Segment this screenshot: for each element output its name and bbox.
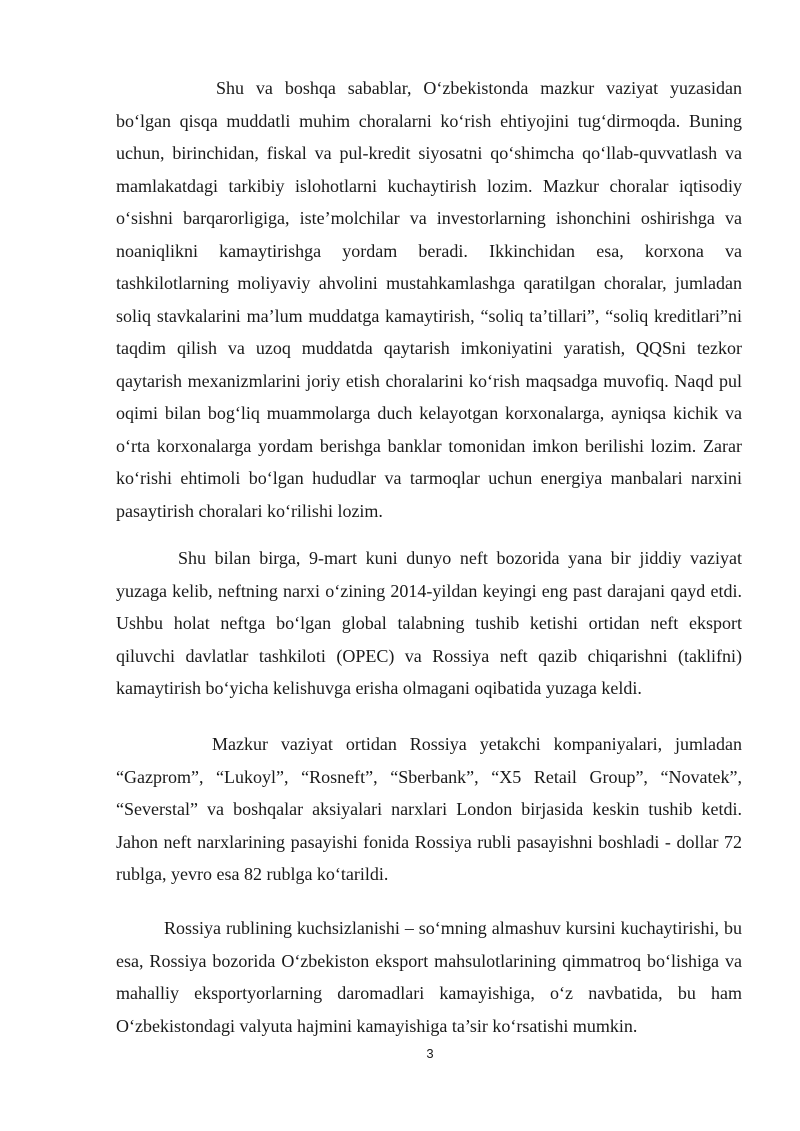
body-paragraph: Rossiya rublining kuchsizlanishi – so‘mning almashuv kursini kuchaytirishi, bu esa, Rossiya bozorida O‘zbekiston eksport mahsulotlarining qimmatroq bo‘lishiga va mahalliy eksportyorlarning daromadlari kamayishiga, o‘z navbatida, bu ham O‘zbekistondagi valyuta hajmini kamayishiga ta’sir ko‘rsatishi mumkin.: [116, 918, 742, 1036]
body-paragraph: Shu va boshqa sabablar, O‘zbekistonda mazkur vaziyat yuzasidan bo‘lgan qisqa muddatli muhim choralarni ko‘rish ehtiyojini tug‘dirmoqda. Buning uchun, birinchidan, fiskal va pul-kredit siyosatni qo‘shimcha qo‘llab-quvvatlash va mamlakatdagi tarkibiy islohotlarni kuchaytirish lozim. Mazkur choralar iqtisodiy o‘sishni barqarorligiga, iste’molchilar va investorlarning ishonchini oshirishga va noaniqlikni kamaytirishga yordam beradi. Ikkinchidan esa, korxona va tashkilotlarning moliyaviy ahvolini mustahkamlashga qaratilgan choralar, jumladan soliq stavkalarini ma’lum muddatga kamaytirish, “soliq ta’tillari”, “soliq kreditlari”ni taqdim qilish va uzoq muddatda qaytarish imkoniyatini yaratish, QQSni tezkor qaytarish mexanizmlarini joriy etish choralarini ko‘rish maqsadga muvofiq. Naqd pul oqimi bilan bog‘liq muammolarga duch kelayotgan korxonalarga, ayniqsa kichik va o‘rta korxonalarga yordam berishga banklar tomonidan imkon berilishi lozim. Zarar ko‘rishi ehtimoli bo‘lgan hududlar va tarmoqlar uchun energiya manbalari narxini pasaytirish choralari ko‘rilishi lozim.: [116, 78, 742, 521]
body-paragraph: Shu bilan birga, 9-mart kuni dunyo neft bozorida yana bir jiddiy vaziyat yuzaga kelib, neftning narxi o‘zining 2014-yildan keyingi eng past darajani qayd etdi. Ushbu holat neftga bo‘lgan global talabning tushib ketishi ortidan neft eksport qiluvchi davlatlar tashkiloti (OPEC) va Rossiya neft qazib chiqarishni (taklifni) kamaytirish bo‘yicha kelishuvga erisha olmagani oqibatida yuzaga keldi.: [116, 548, 742, 698]
body-paragraph: Mazkur vaziyat ortidan Rossiya yetakchi kompaniyalari, jumladan “Gazprom”, “Lukoyl”, “Rosneft”, “Sberbank”, “X5 Retail Group”, “Novatek”, “Severstal” va boshqalar aksiyalari narxlari London birjasida keskin tushib ketdi. Jahon neft narxlarining pasayishi fonida Rossiya rubli pasayishni boshladi - dollar 72 rublga, yevro esa 82 rublga ko‘tarildi.: [116, 734, 742, 884]
page-number: 3: [426, 1046, 434, 1061]
